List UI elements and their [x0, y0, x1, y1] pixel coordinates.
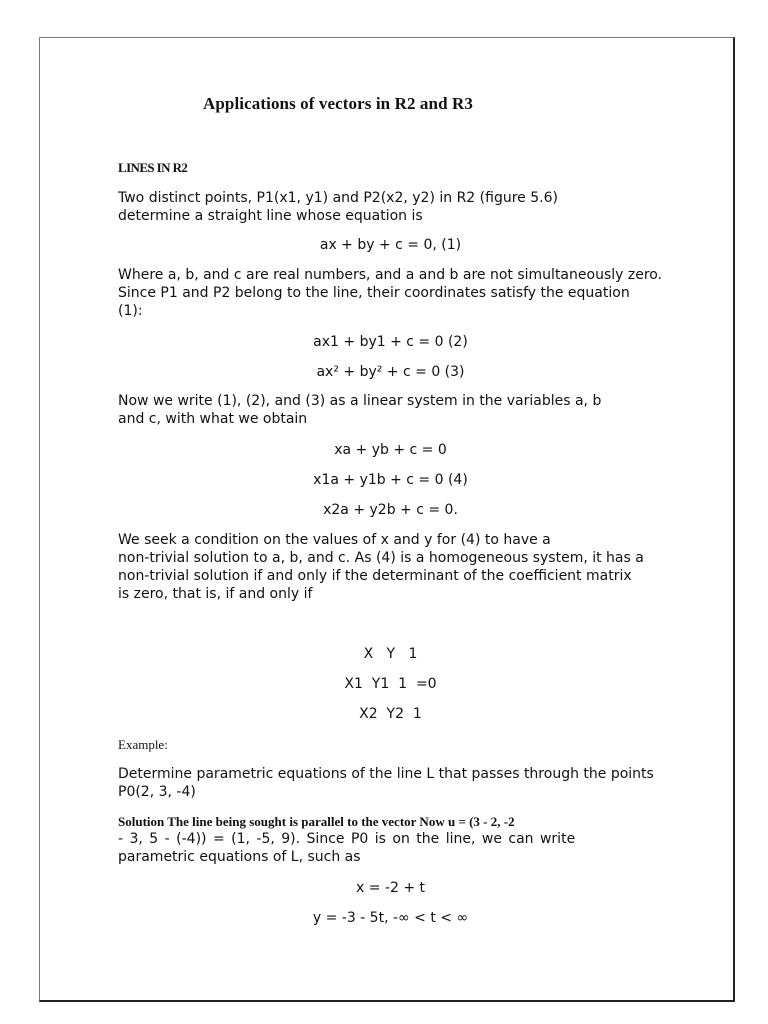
paragraph-line: Now we write (1), (2), and (3) as a linear system in the variables a, b — [118, 393, 602, 409]
equation-4b: x1a + y1b + c = 0 (4) — [313, 472, 468, 488]
paragraph-line: Where a, b, and c are real numbers, and a and b are not simultaneously zero. — [118, 267, 663, 283]
paragraph-line: Since P1 and P2 belong to the line, their coordinates satisfy the equation — [118, 285, 630, 301]
paragraph-line: Two distinct points, P1(x1, y1) and P2(x2, y2) in R2 (figure 5.6) — [118, 190, 558, 206]
equation-2: ax1 + by1 + c = 0 (2) — [313, 334, 468, 350]
paragraph-line: is zero, that is, if and only if — [118, 586, 313, 602]
parametric-x: x = -2 + t — [356, 880, 425, 896]
paragraph-line: parametric equations of L, such as — [118, 849, 361, 865]
paragraph-line: non-trivial solution if and only if the determinant of the coefficient matrix — [118, 568, 632, 584]
equation-3: ax² + by² + c = 0 (3) — [316, 364, 465, 380]
paragraph-line: We seek a condition on the values of x and y for (4) to have a — [118, 532, 551, 548]
solution-heading: Solution The line being sought is parallel to the vector Now u = (3 - 2, -2 — [118, 814, 515, 829]
example-label: Example: — [118, 737, 168, 752]
equation-4c: x2a + y2b + c = 0. — [323, 502, 458, 518]
determinant-row-2: X1 Y1 1 =0 — [344, 676, 437, 692]
paragraph-line: and c, with what we obtain — [118, 411, 308, 427]
parametric-y: y = -3 - 5t, -∞ < t < ∞ — [312, 910, 469, 926]
paragraph-line: Determine parametric equations of the line L that passes through the points — [118, 766, 654, 782]
paragraph-line: non-trivial solution to a, b, and c. As (4) is a homogeneous system, it has a — [118, 550, 644, 566]
paragraph-line: (1): — [118, 303, 143, 319]
document-page — [39, 37, 735, 1002]
equation-1: ax + by + c = 0, (1) — [319, 237, 462, 253]
determinant-row-1: X Y 1 — [363, 646, 418, 662]
section-heading: LINES IN R2 — [118, 160, 188, 175]
document-title: Applications of vectors in R2 and R3 — [203, 94, 473, 113]
paragraph-line: P0(2, 3, -4) — [118, 784, 196, 800]
determinant-row-3: X2 Y2 1 — [359, 706, 422, 722]
paragraph-line: determine a straight line whose equation is — [118, 208, 423, 224]
equation-4a: xa + yb + c = 0 — [334, 442, 447, 458]
paragraph-line: - 3, 5 - (-4)) = (1, -5, 9). Since P0 is on the line, we can write — [118, 831, 576, 847]
